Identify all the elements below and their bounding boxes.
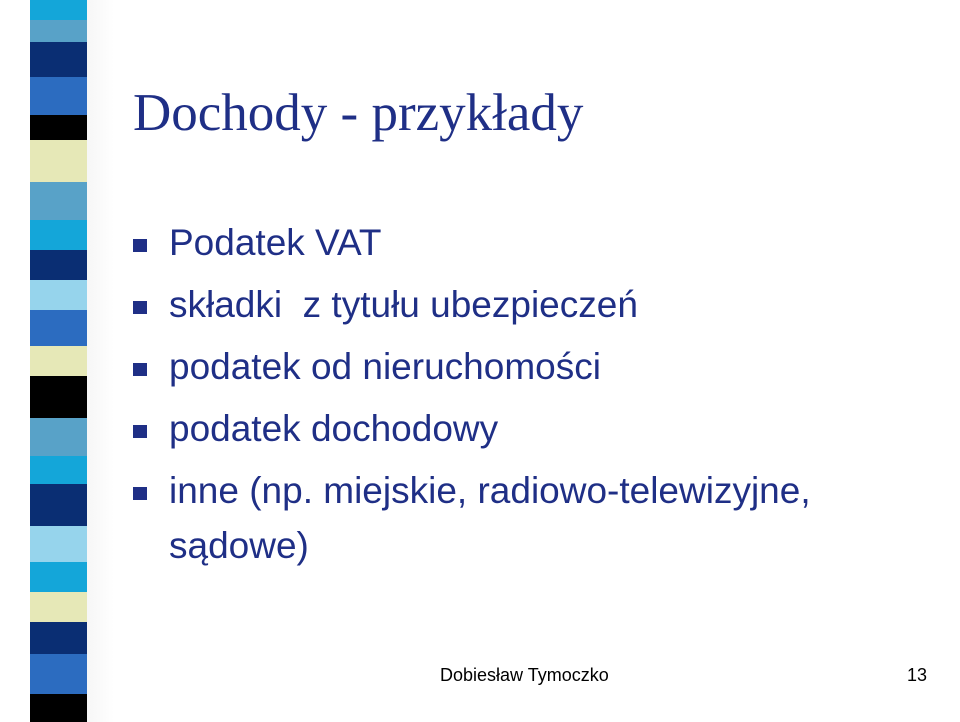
bullet-item — [133, 339, 933, 394]
square-bullet-icon — [133, 239, 147, 252]
square-bullet-icon — [133, 487, 147, 500]
bullet-text: składki z tytułu ubezpieczeń — [169, 284, 638, 325]
square-bullet-icon — [133, 425, 147, 438]
bullet-list — [133, 215, 933, 573]
bullet-text: inne (np. miejskie, radiowo-telewizyjne, sądowe) — [169, 470, 811, 566]
bullet-item — [133, 463, 933, 573]
decorative-stripe — [30, 0, 87, 722]
page-number: 13 — [906, 665, 927, 685]
bullet-item — [133, 215, 933, 270]
slide-title: Dochody - przykłady — [133, 84, 584, 142]
bullet-text: podatek dochodowy — [169, 408, 499, 449]
square-bullet-icon — [133, 363, 147, 376]
square-bullet-icon — [133, 301, 147, 314]
bullet-item — [133, 401, 933, 456]
footer-author: Dobiesław Tymoczko — [440, 665, 609, 685]
bullet-text: podatek od nieruchomości — [169, 346, 601, 387]
bullet-item — [133, 277, 933, 332]
bullet-text: Podatek VAT — [169, 222, 382, 263]
